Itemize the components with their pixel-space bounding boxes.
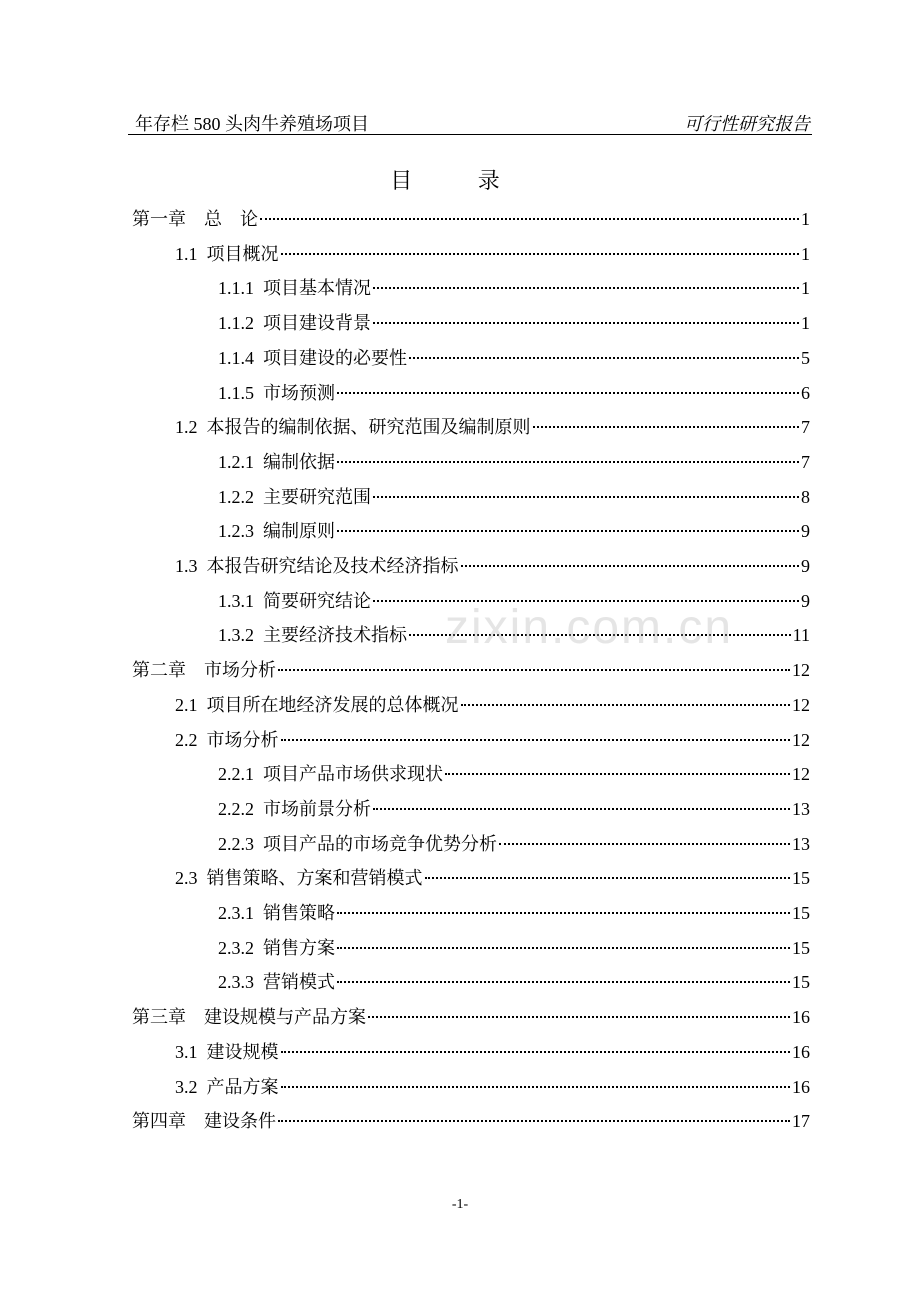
toc-entry-page: 17 (792, 1111, 810, 1132)
toc-leader-dots (533, 426, 800, 428)
toc-entry-page: 6 (801, 382, 810, 403)
page-number: -1- (451, 1197, 469, 1212)
toc-entry-page: 12 (792, 694, 810, 715)
toc-entry-label: 2.3 销售策略、方案和营销模式 (175, 868, 423, 889)
toc-entry[interactable] (132, 1003, 810, 1029)
toc-entry-page: 15 (792, 868, 810, 889)
toc-entry[interactable] (218, 379, 810, 405)
toc-entry[interactable] (218, 830, 810, 856)
toc-leader-dots (409, 357, 799, 359)
toc-entry-label: 3.2 产品方案 (175, 1076, 279, 1097)
toc-leader-dots (373, 287, 799, 289)
toc-entry-label: 1.1 项目概况 (175, 243, 279, 264)
toc-entry-label: 1.1.2 项目建设背景 (218, 313, 371, 334)
header-rule (128, 134, 812, 135)
toc-leader-dots (260, 218, 799, 220)
toc-entry[interactable] (218, 795, 810, 821)
toc-leader-dots (499, 843, 790, 845)
toc-entry[interactable] (218, 517, 810, 543)
toc-entry-label: 2.2.1 项目产品市场供求现状 (218, 764, 443, 785)
toc-entry-page: 15 (792, 972, 810, 993)
toc-leader-dots (337, 461, 799, 463)
toc-entry[interactable] (218, 274, 810, 300)
toc-entry[interactable] (218, 448, 810, 474)
toc-entry-page: 12 (792, 729, 810, 750)
toc-entry[interactable] (218, 344, 810, 370)
toc-leader-dots (281, 1086, 791, 1088)
toc-leader-dots (337, 912, 790, 914)
toc-entry-page: 9 (801, 590, 810, 611)
toc-entry[interactable] (175, 552, 810, 578)
toc-entry-label: 2.2.2 市场前景分析 (218, 798, 371, 819)
toc-leader-dots (278, 669, 790, 671)
toc-entry-label: 1.2.3 编制原则 (218, 521, 335, 542)
toc-entry[interactable] (175, 240, 810, 266)
toc-entry[interactable] (218, 760, 810, 786)
toc-entry[interactable] (175, 864, 810, 890)
toc-entry-page: 9 (801, 556, 810, 576)
toc-entry[interactable] (132, 1107, 810, 1133)
toc-entry-page: 15 (792, 903, 810, 923)
toc-entry-label: 1.1.5 市场预测 (218, 382, 335, 403)
toc-leader-dots (281, 253, 800, 255)
toc-entry[interactable] (175, 1038, 810, 1064)
toc-entry-label: 第一章 总 论 (132, 209, 258, 229)
toc-entry-page: 12 (792, 660, 810, 681)
toc-entry[interactable] (218, 934, 810, 960)
toc-entry-label: 1.3 本报告研究结论及技术经济指标 (175, 556, 459, 576)
toc-leader-dots (461, 565, 800, 567)
toc-entry-label: 2.2.3 项目产品的市场竞争优势分析 (218, 833, 497, 854)
toc-entry-label: 第三章 建设规模与产品方案 (132, 1007, 366, 1028)
toc-entry-page: 12 (792, 764, 810, 785)
toc-leader-dots (337, 392, 799, 394)
toc-entry-page: 8 (801, 486, 810, 507)
toc-leader-dots (373, 496, 799, 498)
toc-entry-page: 13 (792, 798, 810, 819)
toc-entry-label: 1.3.2 主要经济技术指标 (218, 625, 407, 646)
toc-entry[interactable] (175, 413, 810, 439)
toc-entry[interactable] (132, 656, 810, 682)
toc-entry-page: 11 (792, 625, 810, 646)
toc-leader-dots (461, 704, 791, 706)
toc-entry-page: 1 (801, 313, 810, 334)
toc-entry-page: 9 (801, 521, 810, 542)
toc-entry-label: 3.1 建设规模 (175, 1041, 279, 1062)
toc-entry[interactable] (175, 1073, 810, 1099)
toc-leader-dots (337, 981, 790, 983)
toc-entry-page: 16 (792, 1041, 810, 1062)
toc-entry[interactable] (218, 309, 810, 335)
toc-entry-label: 第二章 市场分析 (132, 660, 276, 681)
toc-leader-dots (337, 530, 799, 532)
toc-entry-label: 1.3.1 简要研究结论 (218, 590, 371, 611)
toc-entry-page: 7 (801, 451, 810, 472)
toc-entry-page: 7 (801, 417, 810, 438)
toc-entry[interactable] (175, 726, 810, 752)
toc-leader-dots (373, 808, 790, 810)
toc-leader-dots (425, 877, 791, 879)
toc-entry-label: 1.2.2 主要研究范围 (218, 486, 371, 507)
toc-entry-label: 第四章 建设条件 (132, 1111, 276, 1132)
toc-entry-page: 16 (792, 1076, 810, 1097)
toc-leader-dots (445, 773, 790, 775)
header-right-title: 可行性研究报告 (684, 114, 810, 134)
toc-entry[interactable] (218, 968, 810, 994)
toc-entry-label: 1.2 本报告的编制依据、研究范围及编制原则 (175, 417, 531, 438)
toc-entry[interactable] (218, 483, 810, 509)
toc-leader-dots (368, 1016, 790, 1018)
toc-entry-page: 5 (801, 347, 810, 368)
toc-entry-label: 2.3.1 销售策略 (218, 903, 335, 923)
toc-entry-page: 1 (801, 243, 810, 264)
toc-leader-dots (373, 322, 799, 324)
toc-entry-page: 15 (792, 937, 810, 958)
toc-entry[interactable] (218, 899, 810, 925)
watermark: zixin.com.cn (445, 601, 734, 654)
toc-leader-dots (337, 947, 790, 949)
toc-entry-page: 16 (792, 1007, 810, 1028)
toc-entry-label: 2.3.3 营销模式 (218, 972, 335, 993)
toc-entry-page: 1 (801, 209, 810, 229)
header-left-title: 年存栏 580 头肉牛养殖场项目 (135, 114, 369, 134)
toc-entry-label: 2.2 市场分析 (175, 729, 279, 750)
toc-leader-dots (281, 1051, 791, 1053)
toc-entry-label: 1.2.1 编制依据 (218, 451, 335, 472)
toc-entry-label: 1.1.1 项目基本情况 (218, 278, 371, 299)
toc-entry[interactable] (132, 205, 810, 231)
toc-entry-label: 2.3.2 销售方案 (218, 937, 335, 958)
toc-leader-dots (278, 1120, 790, 1122)
toc-entry-page: 1 (801, 278, 810, 299)
toc-title: 目 录 (390, 168, 530, 193)
toc-entry[interactable] (175, 691, 810, 717)
toc-leader-dots (281, 739, 791, 741)
toc-entry-label: 2.1 项目所在地经济发展的总体概况 (175, 694, 459, 715)
toc-entry-label: 1.1.4 项目建设的必要性 (218, 347, 407, 368)
toc-entry-page: 13 (792, 833, 810, 854)
